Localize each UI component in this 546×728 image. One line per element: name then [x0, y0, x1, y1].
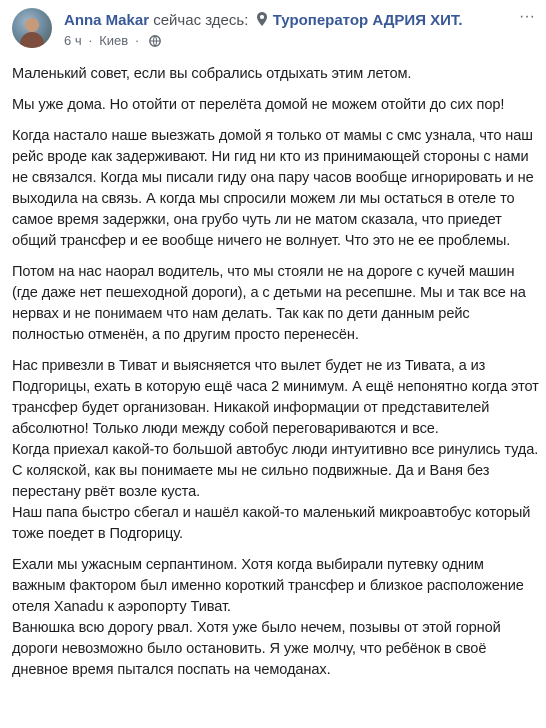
author-avatar[interactable]	[12, 8, 52, 48]
checkin-place-link[interactable]: Туроператор АДРИЯ ХИТ.	[272, 12, 463, 29]
post-paragraph-5: Нас привезли в Тиват и выясняется что вылет будет не из Тивата, а из Подгорицы, ехать в которую ещё часа 2 минимум. А ещё непонятно когда этот трансфер будет организован. Никакой информации от представителей абсолютно! Только люди между собой переговариваются и все. Когда приехал какой-то большой автобус люди интуитивно все ринулись туда. С коляской, как вы понимаете мы не сильно подвижные. Да и Ваня без перестану рвёт возле куста. Наш папа быстро сбегал и нашёл какой-то маленький микроавтобус который тоже поедет в Подгорицу.	[12, 358, 539, 542]
post-header	[12, 6, 538, 56]
meta-separator-2: ·	[134, 33, 140, 48]
post-time[interactable]: 6 ч	[64, 33, 82, 48]
header-title	[64, 12, 514, 30]
avatar-face	[25, 18, 39, 32]
post-paragraph-3: Когда настало наше выезжать домой я только от мамы с смс узнала, что наш рейс вроде как задерживают. Ни гид ни кто из принимающей стороны с нами не связался. Когда мы писали гиду она пару часов вообще игнорировать и не выходила на связь. А когда мы спросили можем ли мы остаться в отеле то самое время задержки, она грубо чуть ли не матом сказала, что приедет общий трансфер и ее вообще ничего не волнует. Что это не ее проблемы.	[12, 128, 534, 249]
more-options-icon[interactable]: ···	[519, 8, 535, 25]
meta-separator: ·	[88, 33, 93, 48]
post-text	[12, 64, 540, 691]
post-location[interactable]: Киев	[99, 33, 129, 48]
post-paragraph-6: Ехали мы ужасным серпантином. Хотя когда выбирали путевку одним важным фактором был именно короткий трансфер и близкое расположение отеля Xanadu к аэропорту Тиват. Ванюшка всю дорогу рвал. Хотя уже было нечем, позывы от этой горной дороги невозможно было остановить. Я уже молчу, что ребёнок в своё дневное время пытался поспать на чемоданах.	[12, 557, 524, 678]
post-meta	[64, 33, 161, 49]
location-pin-icon	[257, 12, 267, 26]
checkin-text: сейчас здесь:	[153, 12, 249, 29]
post-paragraph-2: Мы уже дома. Но отойти от перелёта домой не можем отойти до сих пор!	[12, 97, 505, 113]
post-paragraph-1: Маленький совет, если вы собрались отдыхать этим летом.	[12, 66, 412, 82]
post-paragraph-4: Потом на нас наорал водитель, что мы стояли не на дороге с кучей машин (где даже нет пешеходной дороги), а с детьми на ресепшне. Мы и так все на нервах и не понимаем что нам делать. Так как по дети данным рейс полностью отменён, а по другим просто перенесён.	[12, 264, 526, 343]
globe-icon[interactable]	[149, 35, 161, 47]
avatar-body	[20, 32, 44, 48]
author-name[interactable]: Anna Makar	[64, 12, 150, 29]
